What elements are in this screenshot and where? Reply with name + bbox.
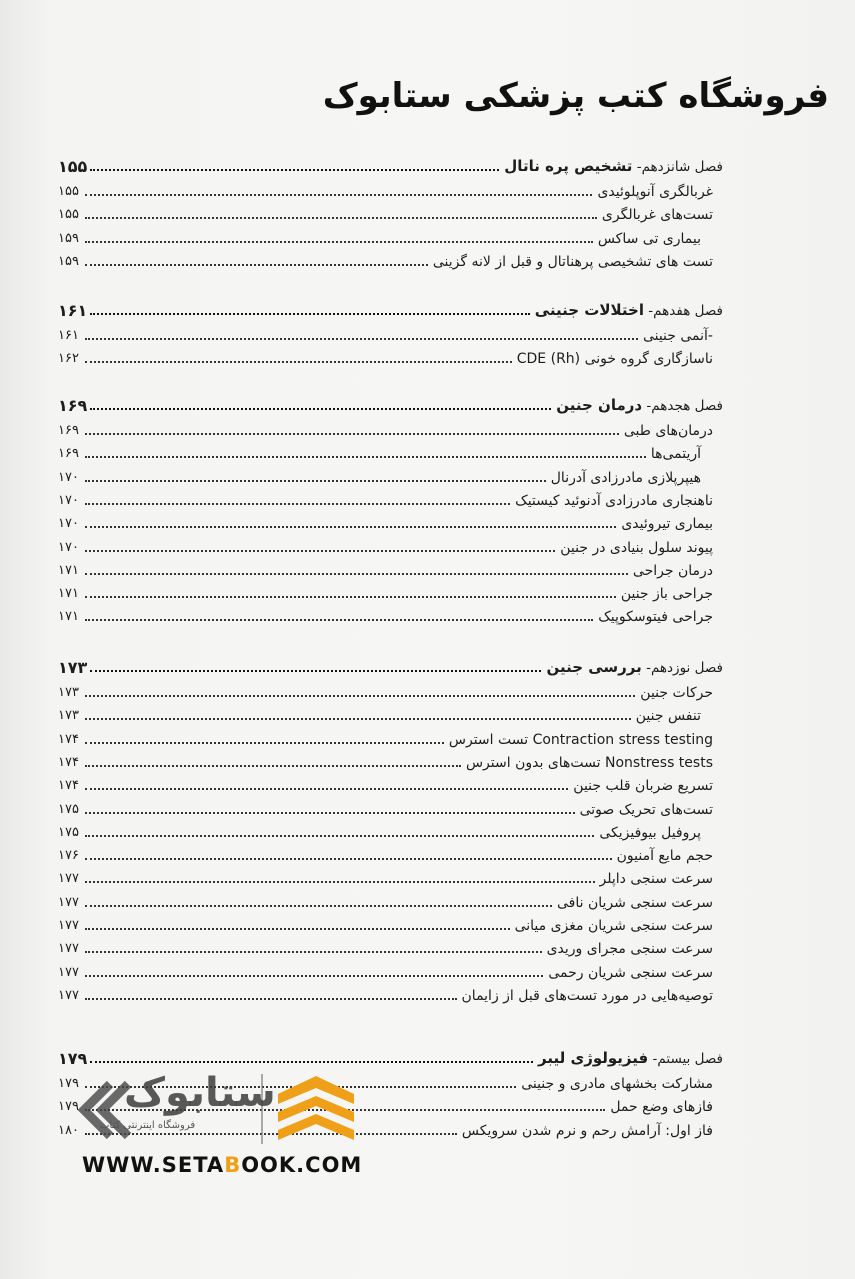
toc-entry-label: پروفیل بیوفیزیکی	[599, 824, 701, 841]
toc-entry-label: مشارکت بخشهای مادری و جنینی	[521, 1076, 713, 1092]
toc-entry-label: حجم مایع آمنیون	[616, 848, 713, 865]
dot-leader	[85, 263, 428, 266]
toc-entry-label: جراحی باز جنین	[620, 586, 713, 603]
toc-entry-page-number: ۱۵۹	[58, 253, 79, 269]
toc-entry-page-number: ۱۷۷	[58, 918, 79, 933]
dot-leader	[85, 595, 616, 598]
toc-entry	[58, 486, 723, 510]
toc-entry	[58, 344, 723, 368]
toc-entry-page-number: ۱۷۱	[58, 562, 79, 578]
toc-entry-label: سرعت سنجی شریان رحمی	[548, 964, 713, 981]
toc-entry-label: تست های تشخیصی پرهناتال و قبل از لانه گزینی	[432, 253, 713, 270]
toc-entry	[58, 981, 723, 1005]
toc-entry-page-number: ۱۵۹	[58, 230, 79, 246]
toc-entry-page-number: ۱۷۹	[58, 1099, 79, 1115]
toc-entry-label: تست‌های غربالگری	[601, 207, 713, 224]
toc-entry-label: -آنمی جنینی	[642, 328, 713, 344]
toc-entry-label: فاز اول: آرامش رحم و نرم شدن سرویکس	[461, 1122, 713, 1139]
toc-entry-page-number: ۱۵۵	[58, 207, 79, 223]
dot-leader	[85, 717, 631, 720]
toc-entry	[58, 533, 723, 557]
chapter-title: فصل هجدهم- درمان جنین	[556, 396, 723, 414]
toc-entry	[58, 439, 723, 463]
chapter-page-number: ۱۵۵	[58, 157, 88, 176]
toc-entry-label: فازهای وضع حمل	[610, 1099, 713, 1116]
toc-entry-page-number: ۱۷۷	[58, 894, 79, 910]
toc-entry-page-number: ۱۷۷	[58, 964, 79, 980]
toc-entry	[58, 463, 723, 487]
toc-entry-page-number: ۱۷۵	[58, 824, 79, 840]
dot-leader	[85, 811, 575, 814]
toc-entry	[58, 701, 723, 725]
toc-entry	[58, 579, 723, 603]
toc-entry	[58, 556, 723, 580]
toc-entry-label: سرعت سنجی مجرای وریدی	[546, 941, 713, 958]
toc-entry-page-number: ۱۷۰	[58, 492, 79, 508]
dot-leader	[85, 834, 594, 837]
toc-entry-page-number: ۱۷۹	[58, 1076, 79, 1091]
toc-entry-label: ناهنجاری مادرزادی آدنوئید کیستیک	[515, 492, 713, 509]
chapter-title: فصل هفدهم- اختلالات جنینی	[534, 301, 723, 319]
dot-leader	[85, 432, 619, 435]
dot-leader	[85, 502, 510, 505]
toc-entry-page-number: ۱۷۷	[58, 987, 79, 1003]
toc-entry	[58, 958, 723, 982]
toc-entry-label: سرعت سنجی شریان مغزی میانی	[514, 918, 713, 934]
dot-leader	[90, 168, 499, 171]
dot-leader	[85, 764, 461, 767]
toc-entry-label: سرعت سنجی داپلر	[599, 871, 713, 888]
toc-entry-page-number: ۱۷۳	[58, 685, 79, 700]
chapter-heading	[58, 653, 723, 677]
toc-entry-page-number: ۱۷۱	[58, 586, 79, 602]
toc-entry-label: بیماری تیروئیدی	[621, 516, 713, 533]
dot-leader	[85, 572, 628, 575]
dot-leader	[85, 880, 595, 883]
toc-entry-page-number: ۱۸۰	[58, 1122, 79, 1138]
toc-entry	[58, 321, 723, 345]
toc-entry-label: پیوند سلول بنیادی در جنین	[560, 539, 713, 556]
toc-entry-label: بیماری تی ساکس	[597, 230, 701, 247]
toc-entry-page-number: ۱۷۱	[58, 609, 79, 625]
toc-entry-label: تنفس جنین	[635, 708, 701, 725]
chapter-heading	[58, 391, 723, 415]
toc-entry-page-number: ۱۷۷	[58, 871, 79, 887]
dot-leader	[85, 618, 593, 621]
dot-leader	[85, 525, 616, 528]
toc-entry-page-number: ۱۷۰	[58, 539, 79, 555]
dot-leader	[85, 741, 444, 744]
dot-leader	[85, 360, 512, 363]
dot-leader	[90, 407, 551, 410]
toc-entry-page-number: ۱۷۰	[58, 516, 79, 532]
toc-entry	[58, 795, 723, 819]
dot-leader	[85, 479, 546, 482]
toc-entry	[58, 678, 723, 702]
toc-entry-label: تسریع ضربان قلب جنین	[573, 778, 713, 795]
toc-entry-page-number: ۱۶۹	[58, 446, 79, 462]
dot-leader	[90, 312, 529, 315]
toc-entry-page-number: ۱۷۶	[58, 848, 79, 864]
dot-leader	[85, 787, 568, 790]
dot-leader	[85, 694, 635, 697]
toc-entry	[58, 911, 723, 935]
chapter-title: فصل نوزدهم- بررسی جنین	[546, 658, 723, 676]
toc-entry-page-number: ۱۵۵	[58, 184, 79, 199]
toc-entry-label: درمان‌های طبی	[623, 423, 713, 439]
dot-leader	[85, 455, 646, 458]
toc-entry-page-number: ۱۷۴	[58, 778, 79, 794]
toc-entry-label: ناسازگاری گروه خونی (Rh) CDE	[516, 351, 713, 368]
toc-entry-page-number: ۱۷۰	[58, 469, 79, 485]
dot-leader	[90, 669, 541, 672]
toc-entry	[58, 841, 723, 865]
chapter-page-number: ۱۷۳	[58, 658, 88, 677]
toc-entry-label: هیپرپلازی مادرزادی آدرنال	[550, 469, 701, 486]
dot-leader	[85, 950, 542, 953]
toc-entry	[58, 247, 723, 271]
toc-entry-page-number: ۱۷۴	[58, 754, 79, 770]
watermark-website: WWW.SETABOOK.COM	[82, 1153, 363, 1177]
toc-entry	[58, 771, 723, 795]
toc-entry-label: Nonstress tests تست‌های بدون استرس	[465, 754, 713, 771]
dot-leader	[90, 1060, 533, 1063]
toc-entry	[58, 602, 723, 626]
dot-leader	[85, 904, 552, 907]
chapter-title: فصل شانزدهم- تشخیص پره ناتال	[504, 157, 723, 175]
toc-entry	[58, 888, 723, 912]
chapter-heading	[58, 1044, 723, 1068]
chapter-heading	[58, 296, 723, 320]
chapter-heading	[58, 152, 723, 176]
dot-leader	[85, 997, 457, 1000]
dot-leader	[85, 974, 543, 977]
store-title: فروشگاه کتب پزشکی ستابوک	[322, 76, 829, 116]
dot-leader	[85, 857, 612, 860]
toc-entry	[58, 818, 723, 842]
chapter-page-number: ۱۶۱	[58, 301, 88, 320]
toc-entry	[58, 725, 723, 749]
chapter-title: فصل بیستم- فیزیولوژی لیبر	[538, 1049, 723, 1067]
toc-entry-page-number: ۱۷۴	[58, 731, 79, 747]
dot-leader	[85, 927, 510, 930]
toc-entry-page-number: ۱۶۱	[58, 328, 79, 343]
toc-entry-page-number: ۱۶۲	[58, 351, 79, 367]
toc-entry	[58, 748, 723, 772]
chapter-page-number: ۱۷۹	[58, 1049, 88, 1068]
dot-leader	[85, 549, 555, 552]
toc-entry	[58, 224, 723, 248]
chapter-page-number: ۱۶۹	[58, 396, 88, 415]
toc-entry	[58, 864, 723, 888]
toc-entry-label: Contraction stress testing تست استرس	[448, 731, 713, 748]
toc-entry-page-number: ۱۶۹	[58, 423, 79, 438]
toc-entry-label: سرعت سنجی شریان نافی	[557, 894, 713, 911]
toc-entry-label: توصیه‌هایی در مورد تست‌های قبل از زایمان	[461, 987, 713, 1004]
toc-entry-label: جراحی فیتوسکوپیک	[598, 609, 713, 626]
toc-entry	[58, 934, 723, 958]
dot-leader	[85, 216, 597, 219]
toc-entry-page-number: ۱۷۷	[58, 941, 79, 957]
toc-entry-page-number: ۱۷۵	[58, 801, 79, 817]
toc-entry-label: آریتمی‌ها	[650, 446, 701, 463]
watermark-subtitle: فروشگاه اینترنتی کتاب	[100, 1120, 196, 1131]
toc-entry-label: تست‌های تحریک صوتی	[579, 801, 713, 818]
toc-entry-page-number: ۱۷۳	[58, 708, 79, 724]
toc-entry	[58, 416, 723, 440]
toc-entry-label: حرکات جنین	[640, 685, 713, 701]
toc-entry	[58, 177, 723, 201]
toc-entry-label: غربالگری آنوپلوئیدی	[597, 184, 713, 200]
dot-leader	[85, 337, 638, 340]
dot-leader	[85, 193, 592, 196]
toc-entry	[58, 200, 723, 224]
dot-leader	[85, 240, 593, 243]
toc-entry-label: درمان جراحی	[632, 562, 713, 579]
toc-entry	[58, 509, 723, 533]
watermark-brand: ستابوک	[124, 1070, 276, 1116]
